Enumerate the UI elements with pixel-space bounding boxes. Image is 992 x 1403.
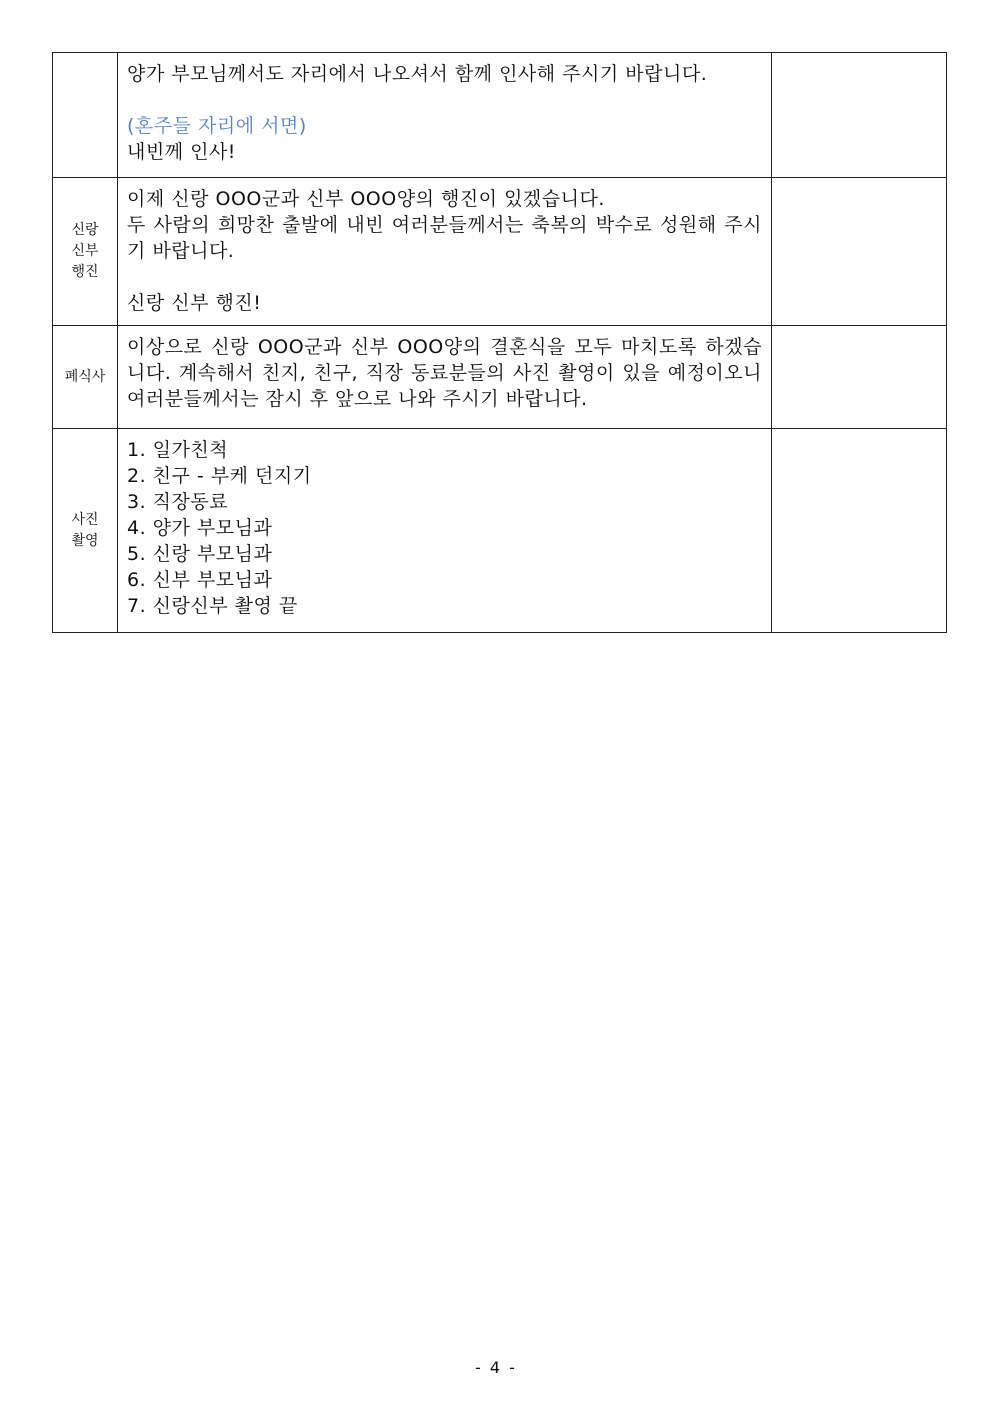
- notes-cell: [772, 53, 947, 178]
- photo-list-item: 5. 신랑 부모님과: [127, 543, 273, 565]
- stage-direction: (혼주들 자리에 서면): [127, 115, 307, 137]
- script-content-cell: [118, 326, 772, 429]
- script-line: 양가 부모님께서도 자리에서 나오셔서 함께 인사해 주시기 바랍니다.: [127, 63, 708, 85]
- table-row: [53, 53, 947, 178]
- section-label: 행진: [71, 264, 99, 280]
- table-row: [53, 326, 947, 429]
- table-row: [53, 178, 947, 326]
- photo-list-item: 6. 신부 부모님과: [127, 569, 273, 591]
- section-label: 신랑: [71, 222, 99, 238]
- blank-line: [127, 264, 762, 290]
- section-label: 사진: [71, 511, 99, 528]
- section-label-cell: [53, 429, 118, 633]
- section-label-cell: [53, 326, 118, 429]
- script-content-cell: [118, 53, 772, 178]
- table-row: [53, 429, 947, 633]
- notes-cell: [772, 429, 947, 633]
- notes-cell: [772, 178, 947, 326]
- photo-list-item: 2. 친구 - 부케 던지기: [127, 465, 312, 487]
- photo-list-item: 3. 직장동료: [127, 491, 229, 513]
- script-line: 이제 신랑 OOO군과 신부 OOO양의 행진이 있겠습니다.: [127, 188, 605, 210]
- script-line: 내빈께 인사!: [127, 141, 236, 163]
- section-label: 신부: [71, 243, 99, 259]
- notes-cell: [772, 326, 947, 429]
- script-content-cell: [118, 429, 772, 633]
- page-number: - 4 -: [475, 1358, 517, 1377]
- photo-list-item: 7. 신랑신부 촬영 끝: [127, 595, 298, 617]
- blank-line: [127, 87, 762, 113]
- script-content-cell: [118, 178, 772, 326]
- photo-list-item: 4. 양가 부모님과: [127, 517, 273, 539]
- ceremony-script-table: [52, 52, 947, 633]
- photo-list-item: 1. 일가친척: [127, 439, 229, 461]
- script-paragraph: 두 사람의 희망찬 출발에 내빈 여러분들께서는 축복의 박수로 성원해 주시기 바랍니다.: [127, 214, 762, 262]
- section-label: 촬영: [71, 532, 99, 549]
- section-label-cell: [53, 53, 118, 178]
- section-label-cell: [53, 178, 118, 326]
- script-line: 신랑 신부 행진!: [127, 292, 262, 314]
- section-label: 폐식사: [64, 368, 106, 385]
- script-paragraph: 이상으로 신랑 OOO군과 신부 OOO양의 결혼식을 모두 마치도록 하겠습니다. 계속해서 친지, 친구, 직장 동료분들의 사진 촬영이 있을 예정이오니 여러분들께서는 잠시 후 앞으로 나와 주시기 바랍니다.: [127, 336, 762, 410]
